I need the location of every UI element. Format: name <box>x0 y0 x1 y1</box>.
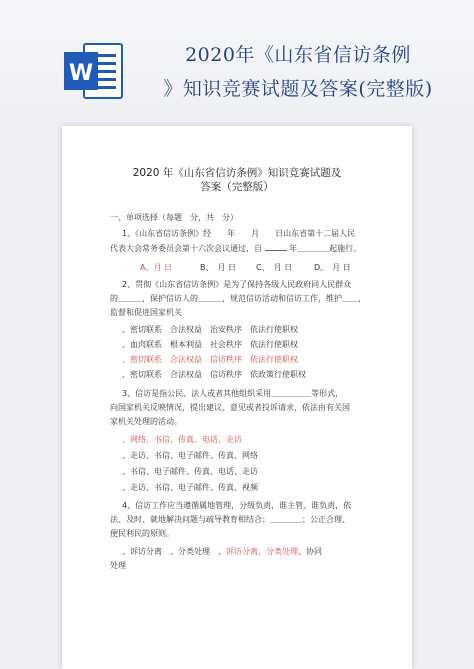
q4-option-tail: 、协同 <box>298 547 322 556</box>
banner-title-line2: 》知识竞赛试题及答案(完整版) <box>163 78 433 100</box>
q1-line2-tail: 年＿＿＿＿起施行。 <box>289 244 362 253</box>
word-logo-letter: W <box>68 61 94 86</box>
q4-options <box>122 546 322 557</box>
q4-line-last: 处理 <box>110 561 126 570</box>
doc-title <box>122 166 352 194</box>
q2-option-2: 、血肉联系 根本利益 社会秩序 依法行使职权 <box>122 340 298 349</box>
q2-option-1: 、密切联系 合法权益 治安秩序 依法行使职权 <box>122 325 298 334</box>
q1-line1: 1、《山东省信访条例》经 年 月 日山东省第十二届人民 <box>122 229 356 238</box>
document-page <box>62 126 412 669</box>
word-document-icon <box>62 40 124 102</box>
q2-line2: 的＿＿＿，保护信访人的＿＿＿，规范信访活动和信访工作，维护＿＿， <box>110 294 366 303</box>
q3-line2: 向国家机关反映情况，提出建议、意见或者投诉请求，依法由有关国 <box>110 403 350 412</box>
q3-option-1: 、网络、书信、传真、电话、走访 <box>122 435 242 444</box>
q1-blank <box>265 242 287 251</box>
doc-title-line1: 2020 年《山东省信访条例》知识竞赛试题及 <box>132 167 342 179</box>
q3-option-3: 、书信、电子邮件、传真、电话、走访 <box>122 467 258 476</box>
q4-option-prefix: 、诉访分离 、分类处理 、 <box>122 547 226 556</box>
q1-option-d: D、 月 日 <box>314 263 351 272</box>
banner-title <box>138 38 458 106</box>
q1-option-a: A、月 日 <box>140 263 173 272</box>
q1-option-c: C、 月 日 <box>256 263 293 272</box>
q1-line2-text: 代表大会常务委员会第十六次会议通过，自 <box>110 244 262 253</box>
q3-option-2: 、走访、书信、电子邮件、传真、网络 <box>122 451 258 460</box>
section-heading: 一、单项选择（每题 分，共 分） <box>110 213 238 222</box>
q1-option-b: B、 月 日 <box>200 263 237 272</box>
doc-title-line2: 答案（完整版） <box>200 181 274 193</box>
q4-line1: 4、信访工作应当遵循属地管理，分级负责，谁主管、谁负责，依 <box>122 501 352 510</box>
q2-line3: 监督和促进国家机关 <box>110 308 182 317</box>
q4-line2: 法、及时、就地解决问题与疏导教育相结合；＿＿＿＿；公正合理、 <box>110 515 350 524</box>
banner-title-line1: 2020年《山东省信访条例 <box>185 44 411 66</box>
q3-line3: 家机关处理的活动。 <box>110 417 182 426</box>
q2-option-4: 、密切联系 合法权益 信访秩序 依政策行使职权 <box>122 370 306 379</box>
q3-option-4: 、走访、书信、电子邮件、传真、视频 <box>122 483 258 492</box>
q1-line2 <box>110 242 361 254</box>
q4-line3: 便民利民的原则。 <box>110 529 174 538</box>
q2-line1: 2、贯彻《山东省信访条例》是为了保持各级人民政府同人民群众 <box>122 280 352 289</box>
q4-option-answer: 诉访分离、分类处理 <box>226 547 298 556</box>
q2-option-3: 、密切联系 合法权益 信访秩序 依法行使职权 <box>122 355 298 364</box>
q3-line1: 3、信访是指公民、法人或者其他组织采用＿＿＿＿＿等形式， <box>122 389 344 398</box>
